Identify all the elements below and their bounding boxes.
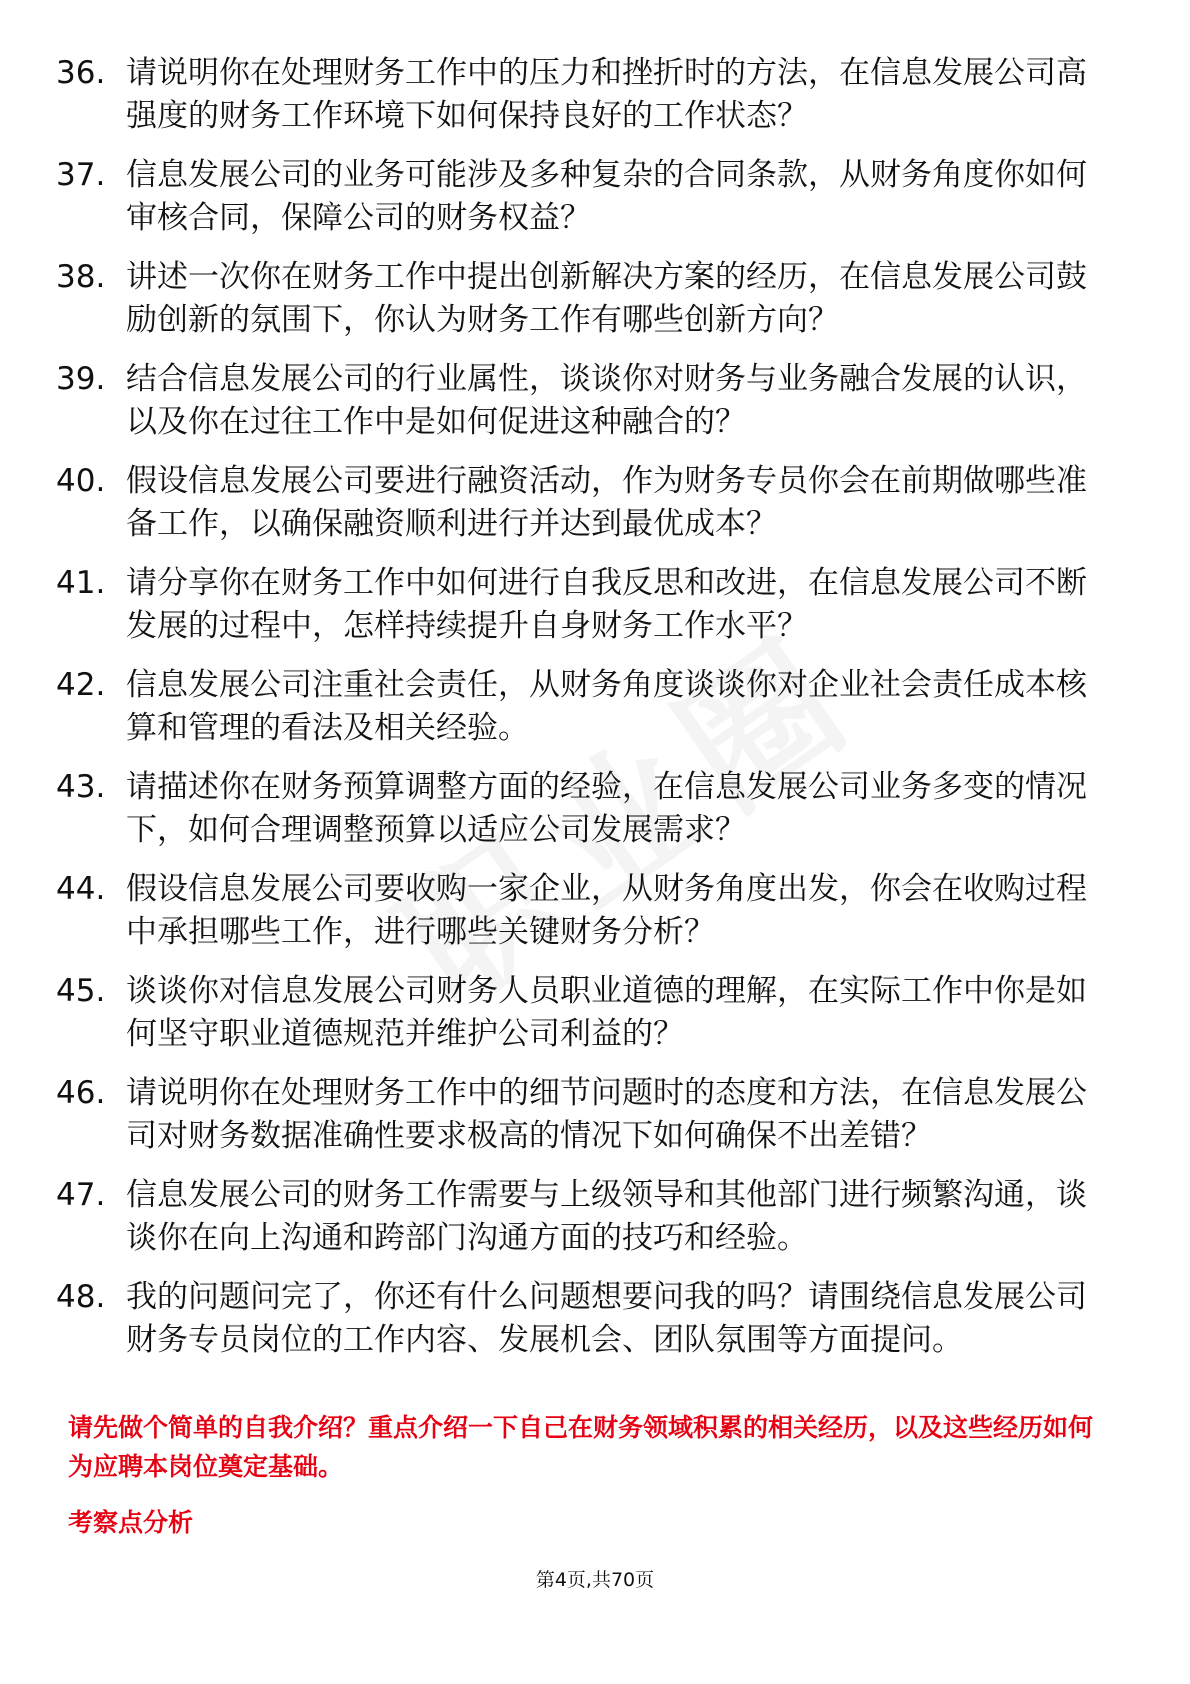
question-text: 我的问题问完了，你还有什么问题想要问我的吗？请围绕信息发展公司财务专员岗位的工作内容、发展机会、团队氛围等方面提问。 [126,1279,1087,1358]
list-item [56,1174,1116,1260]
list-item [56,766,1116,852]
question-text: 假设信息发展公司要收购一家企业，从财务角度出发，你会在收购过程中承担哪些工作，进行哪些关键财务分析？ [126,871,1087,950]
list-item [56,970,1116,1056]
question-text: 谈谈你对信息发展公司财务人员职业道德的理解，在实际工作中你是如何坚守职业道德规范并维护公司利益的？ [126,973,1087,1052]
question-text: 结合信息发展公司的行业属性，谈谈你对财务与业务融合发展的认识，以及你在过往工作中是如何促进这种融合的？ [126,361,1087,440]
list-item [56,154,1116,240]
list-item [56,1276,1116,1362]
question-number: 45. [56,973,106,1009]
question-number: 44. [56,871,106,907]
question-number: 38. [56,259,106,295]
question-number: 40. [56,463,106,499]
analysis-heading: 考察点分析 [68,1508,194,1537]
question-text: 信息发展公司注重社会责任，从财务角度谈谈你对企业社会责任成本核算和管理的看法及相关经验。 [126,667,1087,746]
question-text: 信息发展公司的财务工作需要与上级领导和其他部门进行频繁沟通，谈谈你在向上沟通和跨部门沟通方面的技巧和经验。 [126,1177,1087,1256]
question-list [56,52,1116,1378]
list-item [56,664,1116,750]
question-text: 讲述一次你在财务工作中提出创新解决方案的经历，在信息发展公司鼓励创新的氛围下，你认为财务工作有哪些创新方向？ [126,259,1087,338]
question-number: 47. [56,1177,106,1213]
list-item [56,460,1116,546]
question-text: 假设信息发展公司要进行融资活动，作为财务专员你会在前期做哪些准备工作，以确保融资顺利进行并达到最优成本？ [126,463,1087,542]
question-number: 48. [56,1279,106,1315]
list-item [56,52,1116,138]
question-number: 42. [56,667,106,703]
list-item [56,1072,1116,1158]
question-number: 39. [56,361,106,397]
list-item [56,562,1116,648]
question-text: 请描述你在财务预算调整方面的经验，在信息发展公司业务多变的情况下，如何合理调整预算以适应公司发展需求？ [126,769,1087,848]
question-number: 43. [56,769,106,805]
question-text: 信息发展公司的业务可能涉及多种复杂的合同条款，从财务角度你如何审核合同，保障公司的财务权益？ [126,157,1087,236]
highlighted-question: 请先做个简单的自我介绍？重点介绍一下自己在财务领域积累的相关经历，以及这些经历如何为应聘本岗位奠定基础。 [68,1413,1094,1481]
list-item [56,868,1116,954]
question-text: 请说明你在处理财务工作中的细节问题时的态度和方法，在信息发展公司对财务数据准确性要求极高的情况下如何确保不出差错？ [126,1075,1087,1154]
list-item [56,358,1116,444]
question-text: 请分享你在财务工作中如何进行自我反思和改进，在信息发展公司不断发展的过程中，怎样持续提升自身财务工作水平？ [126,565,1087,644]
question-number: 37. [56,157,106,193]
question-number: 36. [56,55,106,91]
question-number: 46. [56,1075,106,1111]
list-item [56,256,1116,342]
page-number: 第4页,共70页 [535,1569,655,1591]
question-text: 请说明你在处理财务工作中的压力和挫折时的方法，在信息发展公司高强度的财务工作环境下如何保持良好的工作状态？ [126,55,1087,134]
question-number: 41. [56,565,106,601]
